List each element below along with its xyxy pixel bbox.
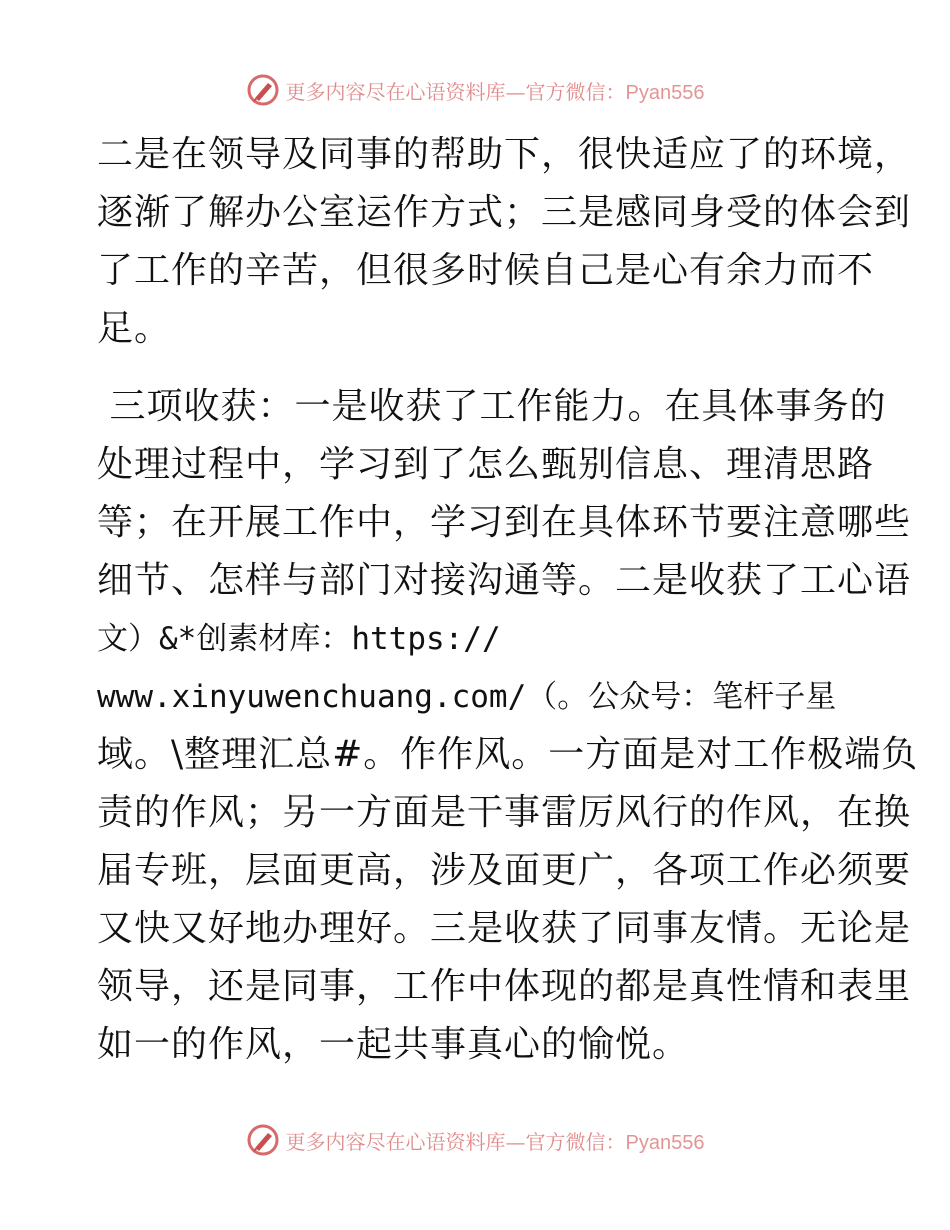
text-line: 责的作风；另一方面是干事雷厉风行的作风，在换 (97, 792, 912, 833)
header-banner-text: 更多内容尽在心语资料库—官方微信：Pyan556 (285, 79, 705, 104)
paragraph-1 (97, 126, 912, 358)
text-line: 足。 (97, 308, 172, 349)
text-line: 了工作的辛苦，但很多时候自己是心有余力而不 (97, 250, 875, 291)
text-line: 二是在领导及同事的帮助下，很快适应了的环境， (97, 134, 912, 175)
text-line: 三项收获：一是收获了工作能力。在具体事务的 (97, 386, 887, 427)
text-line: 等；在开展工作中，学习到在具体环节要注意哪些 (97, 502, 912, 543)
header-banner (0, 70, 950, 110)
text-line-url-start: 文）&*创素材库：https:// (97, 621, 501, 657)
text-line: 又快又好地办理好。三是收获了同事友情。无论是 (97, 908, 912, 949)
pen-logo-icon (246, 1123, 280, 1157)
footer-banner-text: 更多内容尽在心语资料库—官方微信：Pyan556 (285, 1129, 705, 1154)
text-line-url: www.xinyuwenchuang.com/（。公众号：笔杆子星 (97, 679, 837, 715)
text-line: 域。\整理汇总#。作作风。一方面是对工作极端负 (97, 734, 919, 775)
text-line: 逐渐了解办公室运作方式；三是感同身受的体会到 (97, 192, 912, 233)
text-line: 领导，还是同事，工作中体现的都是真性情和表里 (97, 966, 912, 1007)
footer-wechat-id: Pyan556 (625, 1131, 705, 1154)
document-body (97, 126, 919, 1074)
footer-banner (0, 1120, 950, 1160)
text-line: 处理过程中，学习到了怎么甄别信息、理清思路 (97, 444, 875, 485)
header-wechat-id: Pyan556 (625, 81, 705, 104)
text-line: 细节、怎样与部门对接沟通等。二是收获了工心语 (97, 560, 912, 601)
text-line: 届专班，层面更高，涉及面更广，各项工作必须要 (97, 850, 912, 891)
text-line: 如一的作风，一起共事真心的愉悦。 (97, 1024, 690, 1065)
paragraph-2 (97, 378, 919, 1074)
pen-logo-icon (246, 73, 280, 107)
